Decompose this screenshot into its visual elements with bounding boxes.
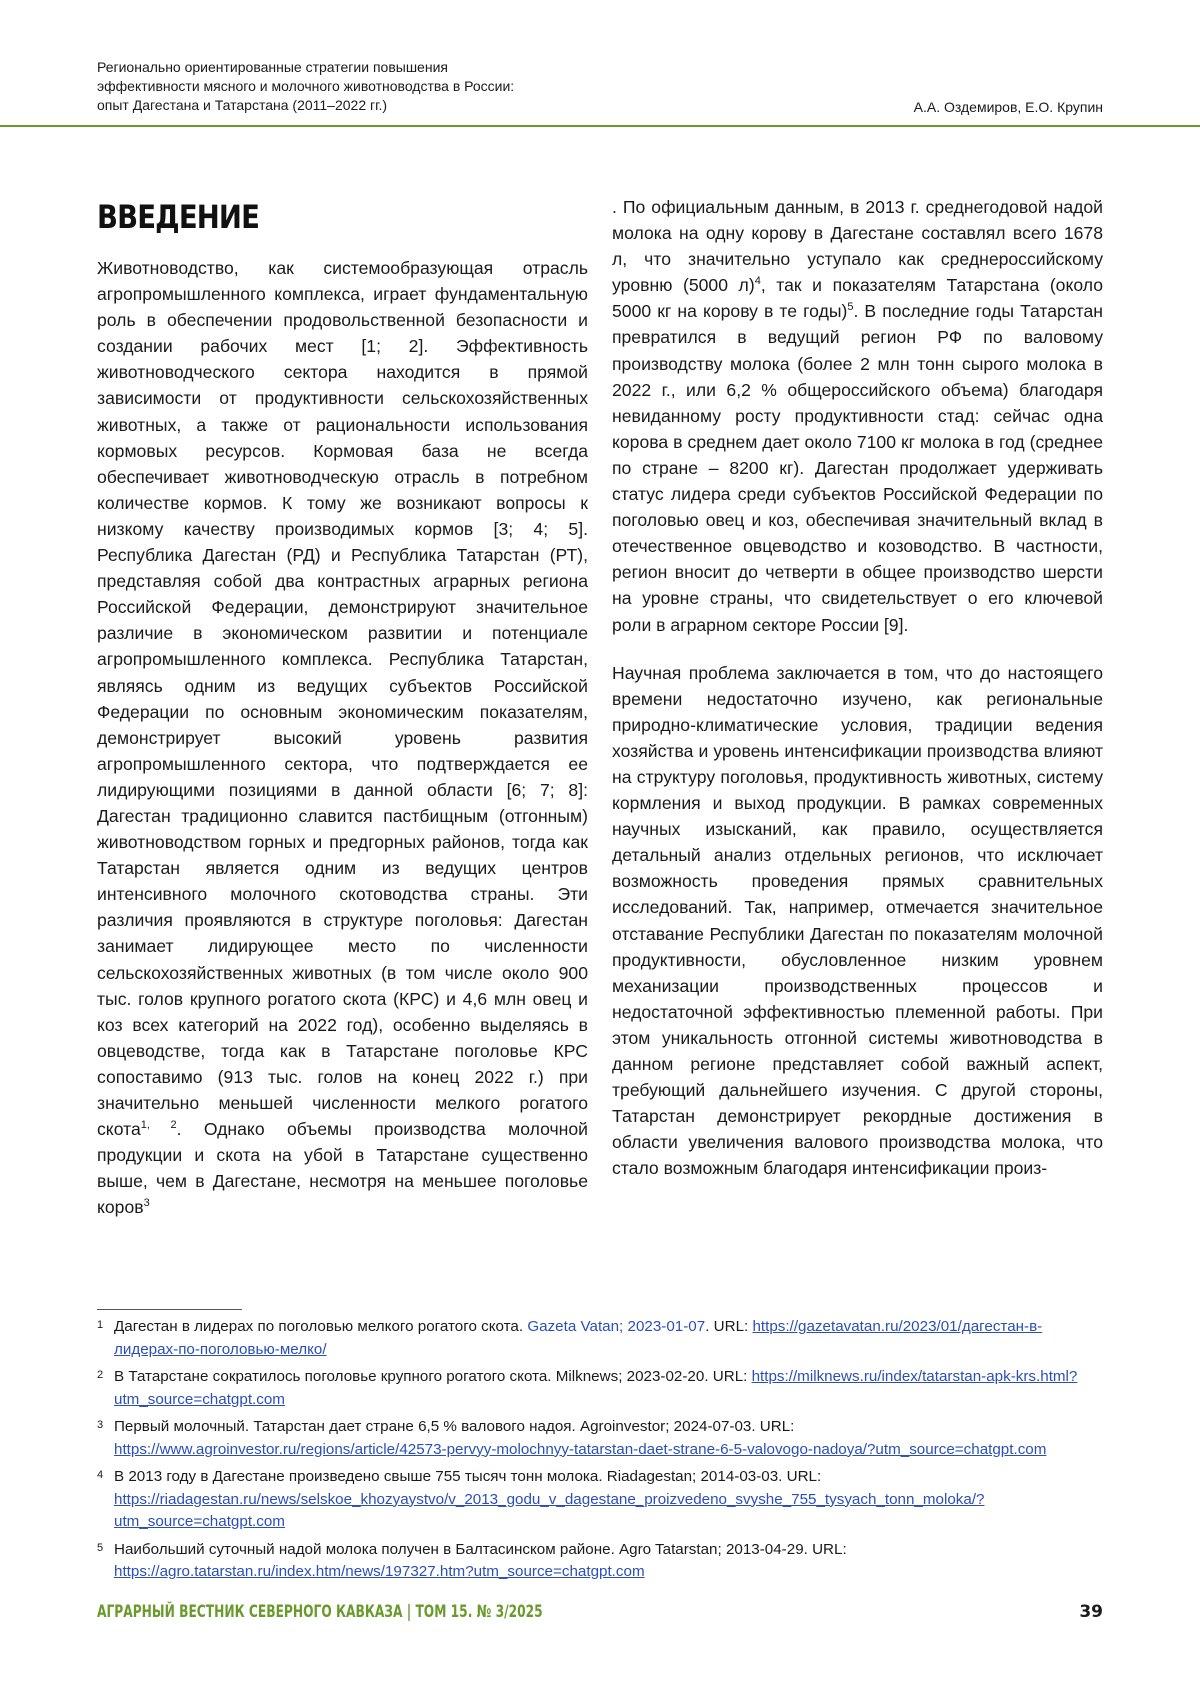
running-header-title [97, 58, 737, 115]
footnotes [97, 1316, 1102, 1589]
body-text: , так и показателям Татарстана (около 5000 кг на корову в те годы) [612, 275, 1104, 322]
footnote-number: 4 [97, 1469, 104, 1481]
running-header-authors: А.А. Оздемиров, Е.О. Крупин [913, 99, 1103, 115]
header-title-line: эффективности мясного и молочного животноводства в России: [97, 78, 515, 94]
body-text: . Однако объемы производства молочной продукции и скота на убой в Татарстане существенно выше, чем в Дагестане, несмотря на меньшее поголовье коров [97, 1119, 588, 1218]
footnote-ref[interactable]: 5 [847, 301, 854, 314]
body-column-right [612, 194, 1103, 1181]
footnote-number: 5 [97, 1541, 104, 1554]
body-paragraph-continued [612, 194, 1103, 638]
footnote-item [97, 1366, 1102, 1411]
body-text: Животноводство, как системообразующая отрасль агропромышленного комплекса, играет фундаментальную роль в обеспечении продовольственной безопасности и создании рабочих мест [1; 2]. Эффективность животноводческого сектора находится в прямой зависимости от продуктивности сельскохозяйственных животных, а также от рациональности использования кормовых ресурсов. Кормовая база не всегда обеспечивает животноводческую отрасль в потребном количестве кормов. К тому же возникают вопросы к низкому качеству производимых кормов [3; 4; 5]. Республика Дагестан (РД) и Республика Татарстан (РТ), представляя собой два контрастных аграрных региона Российской Федерации, демонстрируют значительное различие в экономическом развитии и потенциале агропромышленного комплекса. Республика Татарстан, являясь одним из ведущих субъектов Российской Федерации по основным экономическим показателям, демонстрирует высокий уровень развития агропромышленного сектора, что подтверждается ее лидирующими позициями в данной области [6; 7; 8]: Дагестан традиционно славится пастбищным (отгонным) животноводством горных и предгорных районов, тогда как Татарстан является одним из ведущих центров интенсивного молочного скотоводства страны. Эти различия проявляются в структуре поголовья: Дагестан занимает лидирующее место по численности сельскохозяйственных животных (в том числе около 900 тыс. голов крупного рогатого скота (КРС) и 4,6 млн овец и коз всех категорий на 2022 год), особенно выделяясь в овцеводстве, тогда как в Татарстане поголовье КРС сопоставимо (913 тыс. голов на конец 2022 г.) при значительно меньшей численности мелкого рогатого скота [97, 258, 588, 1140]
footnote-text: В Татарстане сократилось поголовье крупного рогатого скота. Milknews; 2023-02-20. URL: [114, 1368, 752, 1385]
header-title-line: опыт Дагестана и Татарстана (2011–2022 гг.) [97, 97, 388, 113]
journal-footer: АГРАРНЫЙ ВЕСТНИК СЕВЕРНОГО КАВКАЗА | ТОМ 15. № 3/2025 [97, 1602, 543, 1622]
body-paragraph: Научная проблема заключается в том, что до настоящего времени недостаточно изучено, как региональные природно-климатические условия, традиции ведения хозяйства и уровень интенсификации производства влияют на структуру поголовья, продуктивность животных, систему кормления и выход продукции. В рамках современных научных изысканий, как правило, осуществляется детальный анализ отдельных регионов, что исключает возможность проведения прямых сравнительных исследований. Так, например, отмечается значительное отставание Республики Дагестан по показателям молочной продуктивности, обусловленное низким уровнем механизации производственных процессов и недостаточной эффективностью племенной работы. При этом уникальность отгонной системы животноводства в данном регионе представляет собой важный аспект, требующий дальнейшего изучения. С другой стороны, Татарстан демонстрирует рекордные достижения в области увеличения валового производства молока, что стало возможным благодаря интенсификации произ- [612, 662, 1103, 1179]
footnote-number: 1 [97, 1319, 104, 1331]
header-title-line: Регионально ориентированные стратегии повышения [97, 59, 448, 75]
body-paragraph [97, 255, 588, 1220]
footnote-item [97, 1416, 1102, 1461]
body-text: . В последние годы Татарстан превратился в ведущий регион РФ по валовому производству молока (более 2 млн тонн сырого молока в 2022 г., или 6,2 % общероссийского объема) благодаря невиданному росту продуктивности стад: сейчас одна корова в среднем дает около 7100 кг молока в год (среднее по стране – 8200 кг). Дагестан продолжает удерживать статус лидера среди субъектов Российской Федерации по поголовью овец и коз, обеспечивая значительный вклад в отечественное овцеводство и козоводство. В частности, регион вносит до четверти в общее производство шерсти на уровне страны, что свидетельствует о его ключевой роли в аграрном секторе России [9]. [612, 301, 1104, 635]
footnote-ref[interactable]: 4 [754, 275, 761, 288]
footnote-divider [97, 1309, 242, 1310]
footnote-link[interactable]: https://milknews.ru/index/tatarstan-apk-krs.html?utm_source=chatgpt.com [114, 1368, 1078, 1408]
body-text: . По официальным данным, в 2013 г. среднегодовой надой молока на одну корову в Дагестане составлял всего 1678 л, что значительно уступало как среднероссийскому уровню (5000 л) [612, 197, 1103, 296]
footnote-item [97, 1539, 1102, 1584]
footnote-link[interactable]: https://agro.tatarstan.ru/index.htm/news/197327.htm?utm_source=chatgpt.com [114, 1563, 645, 1580]
footnote-number: 3 [97, 1419, 104, 1431]
footnote-ref[interactable]: 1, 2 [140, 1119, 177, 1132]
footnote-text: . URL: [705, 1318, 753, 1335]
footnote-text: Дагестан в лидерах по поголовью мелкого рогатого скота. [114, 1318, 528, 1335]
footnote-ref[interactable]: 3 [143, 1197, 150, 1210]
footnote-source: Gazeta Vatan; 2023-01-07 [527, 1318, 706, 1335]
footnote-link[interactable]: https://riadagestan.ru/news/selskoe_khozyaystvo/v_2013_godu_v_dagestane_proizvedeno_svyshe_755_tysyach_tonn_moloka/?utm_source=chatgpt.com [114, 1490, 985, 1530]
header-divider [0, 125, 1200, 127]
footnote-link[interactable]: https://www.agroinvestor.ru/regions/article/42573-pervyy-molochnyy-tatarstan-daet-strane-6-5-valovogo-nadoya/?utm_source=chatgpt.com [114, 1440, 1047, 1458]
section-heading: ВВЕДЕНИЕ [97, 198, 260, 236]
footnote-item [97, 1316, 1102, 1361]
page-number: 39 [1079, 1602, 1103, 1622]
footnote-number: 2 [97, 1369, 104, 1381]
footnote-item [97, 1466, 1102, 1534]
body-column-left [97, 255, 588, 1220]
footnote-text: В 2013 году в Дагестане произведено свыше 755 тысяч тонн молока. Riadagestan; 2014-03-03. URL: [114, 1468, 822, 1485]
footnote-text: Наибольший суточный надой молока получен в Балтасинском районе. Agro Tatarstan; 2013-04-29. URL: [114, 1540, 847, 1558]
footnote-link[interactable]: https://gazetavatan.ru/2023/01/дагестан-в-лидерах-по-поголовью-мелко/ [114, 1318, 1043, 1358]
footnote-text: Первый молочный. Татарстан дает стране 6,5 % валового надоя. Agroinvestor; 2024-07-03. URL: [114, 1418, 795, 1435]
